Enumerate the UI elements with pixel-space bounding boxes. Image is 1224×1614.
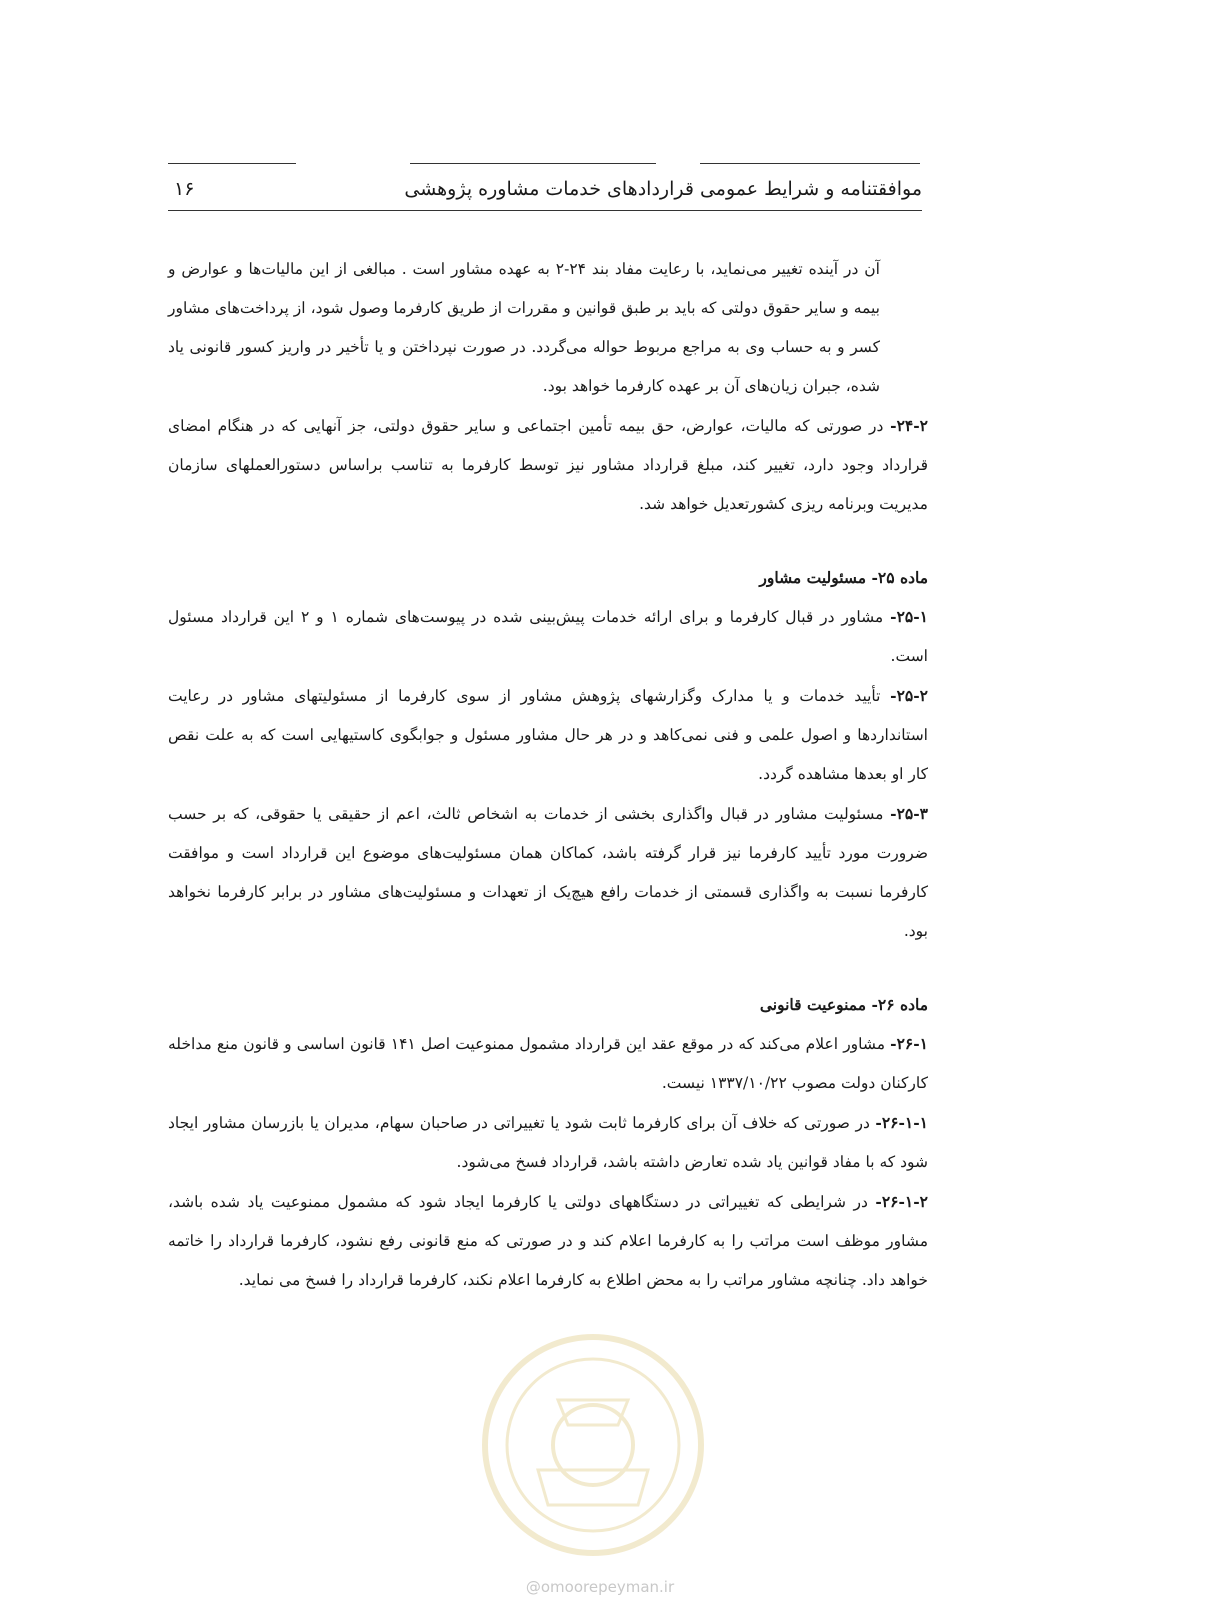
clause-number: ۲۶-۱-۱- <box>875 1113 928 1132</box>
clause-text: در صورتی که مالیات، عوارض، حق بیمه تأمین اجتماعی و سایر حقوق دولتی، جز آنهایی که در هنگام امضای قرارداد وجود دارد، تغییر کند، مبلغ قرارداد مشاور نیز توسط کارفرما به تناسب براساس دستورالعملهای سازمان مدیریت وبرنامه ریزی کشورتعدیل خواهد شد. <box>168 417 928 513</box>
header-rule-right <box>700 163 920 164</box>
clause-number: ۲۵-۳- <box>890 804 928 823</box>
clause-number: ۲۶-۱-۲- <box>875 1192 928 1211</box>
clause-26-1 <box>168 1024 928 1103</box>
clause-text: مسئولیت مشاور در قبال واگذاری بخشی از خدمات به اشخاص ثالث، اعم از حقیقی یا حقوقی، که بر حسب ضرورت مورد تأیید کارفرما نیز قرار گرفته باشد، کماکان همان مسئولیت‌های موضوع این قرارداد است و موافقت کارفرما نسبت به واگذاری قسمتی از خدمات رافع هیچ‌یک از تعهدات و مسئولیت‌های مشاور در برابر کارفرما نخواهد بود. <box>168 805 928 940</box>
seal-watermark-icon <box>478 1330 708 1560</box>
header-underline <box>168 210 922 211</box>
clause-24-2 <box>168 406 928 524</box>
page-number: ۱۶ <box>174 178 195 200</box>
section-title-26: ماده ۲۶- ممنوعیت قانونی <box>759 995 928 1014</box>
clause-26-1-2 <box>168 1182 928 1300</box>
clause-text: در شرایطی که تغییراتی در دستگاههای دولتی یا کارفرما ایجاد شود که مشمول ممنوعیت یاد شده باشد، مشاور موظف است مراتب را به کارفرما اعلام کند و در صورتی که منع قانونی رفع نشود، کارفرما قرارداد را خاتمه خواهد داد. چنانچه مشاور مراتب را به محض اطلاع به کارفرما اعلام نکند، کارفرما قرارداد را فسخ می نماید. <box>168 1193 928 1289</box>
clause-25-1 <box>168 597 928 676</box>
body-text <box>168 250 928 1300</box>
clause-number: ۲۵-۱- <box>890 607 928 626</box>
clause-number: ۲۵-۲- <box>890 686 928 705</box>
header-rule-left <box>168 163 296 164</box>
header-rule-middle <box>410 163 656 164</box>
clause-25-3 <box>168 794 928 951</box>
clause-text: در صورتی که خلاف آن برای کارفرما ثابت شود یا تغییراتی در صاحبان سهام، مدیران یا بازرسان مشاور ایجاد شود که با مفاد قوانین یاد شده تعارض داشته باشد، قرارداد فسخ می‌شود. <box>168 1114 928 1171</box>
clause-25-2 <box>168 676 928 794</box>
clause-text: مشاور در قبال کارفرما و برای ارائه خدمات پیش‌بینی شده در پیوست‌های شماره ۱ و ۲ این قرارداد مسئول است. <box>168 608 928 665</box>
clause-text: مشاور اعلام می‌کند که در موقع عقد این قرارداد مشمول ممنوعیت اصل ۱۴۱ قانون اساسی و قانون منع مداخله کارکنان دولت مصوب ۱۳۳۷/۱۰/۲۲ نیست. <box>168 1035 928 1092</box>
paragraph-continuation: آن در آینده تغییر می‌نماید، با رعایت مفاد بند ۲۴-۲ به عهده مشاور است . مبالغی از این مالیات‌ها و عوارض و بیمه و سایر حقوق دولتی که باید بر طبق قوانین و مقررات از طریق کارفرما وصول شود، از پرداخت‌های مشاور کسر و به حساب وی به مراجع مربوط حواله می‌گردد. در صورت نپرداختن و یا تأخیر در واریز کسور قانونی یاد شده، جبران زیان‌های آن بر عهده کارفرما خواهد بود. <box>168 260 880 395</box>
clause-number: ۲۴-۲- <box>890 416 928 435</box>
clause-text: تأیید خدمات و یا مدارک وگزارشهای پژوهش مشاور از سوی کارفرما از مسئولیتهای مشاور در رعایت استانداردها و اصول علمی و فنی نمی‌کاهد و در هر حال مشاور مسئول و جوابگوی کاستیهایی است که به علت نقص کار او بعدها مشاهده گردد. <box>168 687 928 783</box>
clause-26-1-1 <box>168 1103 928 1182</box>
section-title-25: ماده ۲۵- مسئولیت مشاور <box>759 568 928 587</box>
header-title: موافقتنامه و شرایط عمومی قراردادهای خدمات مشاوره پژوهشی <box>404 178 922 200</box>
footer-watermark-url: @omoorepeyman.ir <box>525 1578 675 1596</box>
page-header <box>168 178 922 212</box>
clause-number: ۲۶-۱- <box>890 1034 928 1053</box>
